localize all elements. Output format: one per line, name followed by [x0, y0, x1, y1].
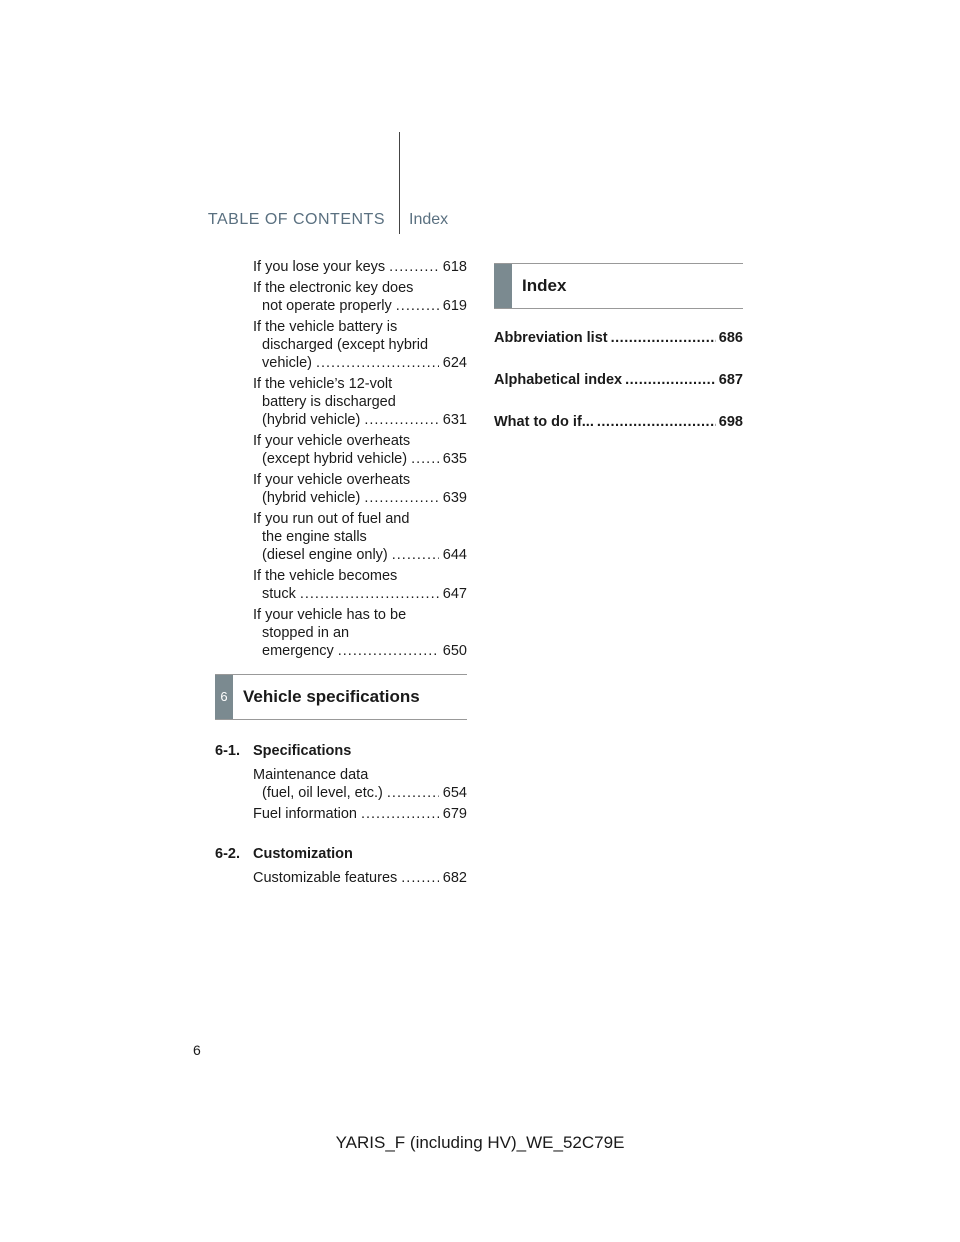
toc-entry-text: not operate properly	[262, 298, 392, 314]
toc-entry-text: (diesel engine only)	[262, 547, 388, 563]
toc-entry[interactable]	[215, 510, 467, 564]
toc-entry-text: Fuel information	[253, 806, 357, 822]
index-section-header[interactable]	[494, 263, 743, 309]
dot-leader	[597, 413, 716, 431]
dot-leader	[389, 258, 439, 276]
toc-entry[interactable]	[215, 567, 467, 603]
toc-entry-page: 619	[442, 298, 467, 314]
toc-entry-page: 624	[442, 355, 467, 371]
toc-entry-page: 644	[442, 547, 467, 563]
dot-leader	[316, 354, 439, 372]
section-6-tab: 6	[215, 675, 233, 719]
section-6-header[interactable]	[215, 674, 467, 720]
toc-entry-text: the engine stalls	[262, 529, 367, 545]
toc-entry-text: (fuel, oil level, etc.)	[262, 785, 383, 801]
toc-entry-text: emergency	[262, 643, 334, 659]
header-divider	[399, 132, 400, 234]
subsection-number: 6-1.	[215, 743, 240, 759]
dot-leader	[611, 329, 716, 347]
toc-entry[interactable]	[215, 606, 467, 660]
toc-entry-page: 682	[442, 870, 467, 886]
toc-entry-text: (hybrid vehicle)	[262, 412, 361, 428]
toc-entry[interactable]	[215, 869, 467, 887]
section-6-title: Vehicle specifications	[243, 687, 420, 706]
toc-entry[interactable]	[215, 471, 467, 507]
toc-entry-page: 635	[442, 451, 467, 467]
index-entry-text: Abbreviation list	[494, 330, 608, 346]
emergency-entries	[215, 258, 467, 660]
toc-entry-page: 654	[442, 785, 467, 801]
toc-entry-text: battery is discharged	[262, 394, 396, 410]
toc-entry[interactable]	[215, 375, 467, 429]
index-entry[interactable]	[494, 371, 743, 389]
toc-entry-page: 639	[442, 490, 467, 506]
index-entry[interactable]	[494, 329, 743, 347]
header-toc-label[interactable]: TABLE OF CONTENTS	[207, 211, 385, 228]
toc-entry-text: If your vehicle has to be	[253, 607, 407, 623]
index-entry-page: 687	[718, 372, 743, 388]
toc-entry-text: If the vehicle becomes	[253, 568, 398, 584]
toc-entry-text: Customizable features	[253, 870, 398, 886]
toc-entry-text: discharged (except hybrid	[262, 337, 429, 353]
toc-entry-page: 679	[442, 806, 467, 822]
toc-entry-text: (except hybrid vehicle)	[262, 451, 408, 467]
toc-entry-text: If the electronic key does	[253, 280, 414, 296]
index-title: Index	[522, 276, 567, 295]
toc-entry[interactable]	[215, 318, 467, 372]
index-entries	[494, 329, 743, 431]
footer-doc-id: YARIS_F (including HV)_WE_52C79E	[335, 1133, 625, 1152]
page-number: 6	[193, 1042, 201, 1058]
header-section-label[interactable]: Index	[409, 211, 449, 228]
dot-leader	[396, 297, 439, 315]
section-6-subsections	[215, 742, 467, 887]
toc-entry-text: stopped in an	[262, 625, 350, 641]
dot-leader	[401, 869, 439, 887]
toc-entry-page: 650	[442, 643, 467, 659]
dot-leader	[361, 805, 439, 823]
toc-entry-page: 647	[442, 586, 467, 602]
toc-entry-text: If you run out of fuel and	[253, 511, 410, 527]
dot-leader	[300, 585, 439, 603]
subsection-heading[interactable]	[215, 742, 467, 760]
dot-leader	[392, 546, 439, 564]
dot-leader	[364, 411, 438, 429]
toc-left-column	[215, 258, 467, 890]
toc-entry[interactable]	[215, 279, 467, 315]
toc-entry-text: If the vehicle battery is	[253, 319, 398, 335]
dot-leader	[338, 642, 439, 660]
subsection-title: Specifications	[253, 743, 352, 759]
dot-leader	[364, 489, 438, 507]
index-tab	[494, 264, 512, 308]
subsection-number: 6-2.	[215, 846, 240, 862]
toc-entry-page: 631	[442, 412, 467, 428]
index-entry[interactable]	[494, 413, 743, 431]
toc-entry-page: 618	[442, 259, 467, 275]
toc-right-column	[494, 263, 743, 431]
toc-entry[interactable]	[215, 805, 467, 823]
dot-leader	[387, 784, 439, 802]
index-entry-text: Alphabetical index	[494, 372, 623, 388]
subsection-title: Customization	[253, 846, 353, 862]
toc-entry-text: If you lose your keys	[253, 259, 386, 275]
dot-leader	[411, 450, 439, 468]
toc-entry-text: If your vehicle overheats	[253, 433, 411, 449]
toc-entry[interactable]	[215, 766, 467, 802]
toc-entry-text: stuck	[262, 586, 296, 602]
dot-leader	[625, 371, 716, 389]
subsection-heading[interactable]	[215, 845, 467, 863]
index-entry-page: 698	[718, 414, 743, 430]
toc-entry-text: (hybrid vehicle)	[262, 490, 361, 506]
index-entry-text: What to do if...	[494, 414, 594, 430]
toc-entry-text: If the vehicle’s 12-volt	[253, 376, 393, 392]
toc-entry-text: If your vehicle overheats	[253, 472, 411, 488]
index-entry-page: 686	[718, 330, 743, 346]
toc-entry[interactable]	[215, 258, 467, 276]
toc-entry[interactable]	[215, 432, 467, 468]
toc-entry-text: vehicle)	[262, 355, 312, 371]
toc-entry-text: Maintenance data	[253, 767, 369, 783]
